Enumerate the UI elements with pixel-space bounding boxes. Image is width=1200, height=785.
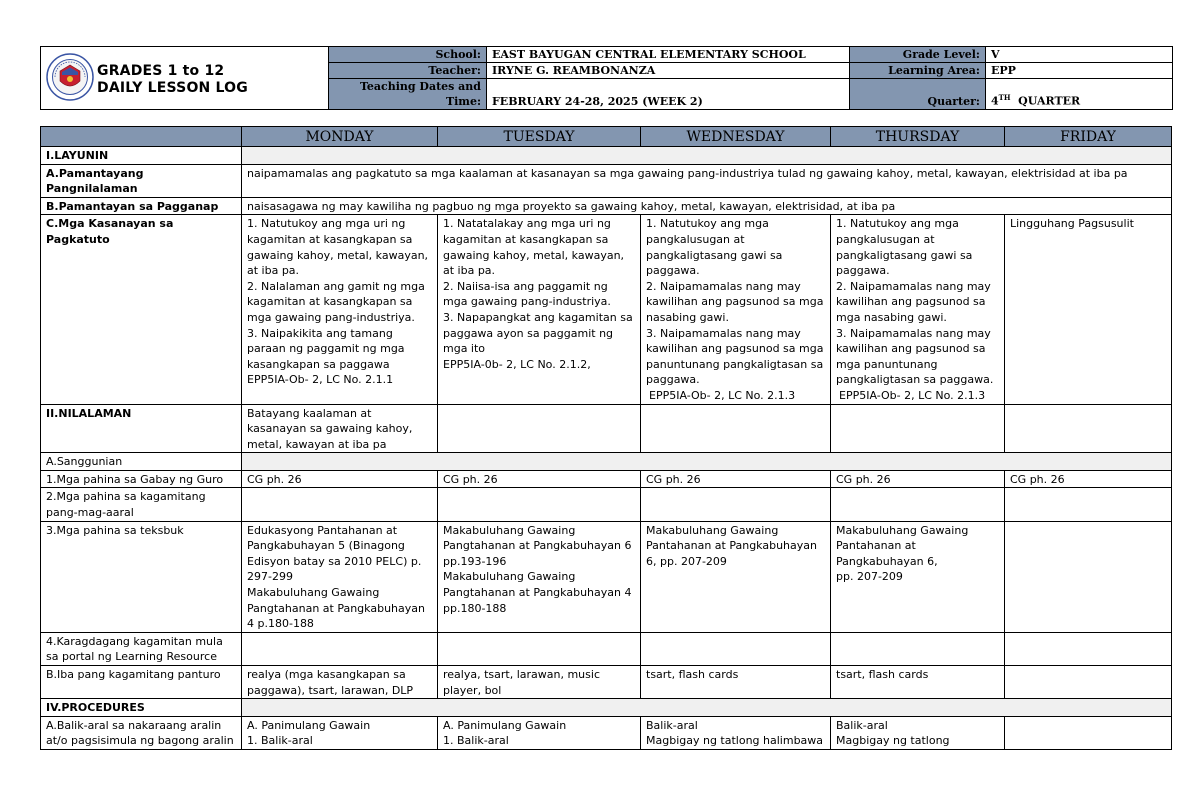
teksbuk-label: 3.Mga pahina sa teksbuk	[41, 521, 242, 632]
balik-item: A. Panimulang Gawain	[443, 718, 567, 732]
layunin-label: I.LAYUNIN	[41, 147, 242, 165]
gabay-monday: CG ph. 26	[242, 470, 438, 488]
empty-cell	[831, 404, 1005, 453]
area-value: EPP	[986, 63, 1173, 79]
nilalaman-row	[41, 404, 1172, 453]
day-friday: FRIDAY	[1005, 127, 1172, 147]
empty-cell	[242, 488, 438, 521]
empty-cell	[641, 632, 831, 665]
empty-cell	[831, 488, 1005, 521]
day-tuesday: TUESDAY	[438, 127, 641, 147]
karagdagang-row	[41, 632, 1172, 665]
balik-monday	[242, 716, 438, 749]
gabay-row	[41, 470, 1172, 488]
procedures-label: IV.PROCEDURES	[41, 699, 242, 717]
grade-label: Grade Level:	[850, 47, 986, 63]
nilalaman-label: II.NILALAMAN	[41, 404, 242, 453]
empty-cell	[438, 404, 641, 453]
gabay-label: 1.Mga pahina sa Gabay ng Guro	[41, 470, 242, 488]
day-thursday: THURSDAY	[831, 127, 1005, 147]
iba-wednesday: tsart, flash cards	[641, 666, 831, 699]
teksbuk-item: pp. 207-209	[836, 570, 903, 584]
iba-row	[41, 666, 1172, 699]
teksbuk-monday	[242, 521, 438, 632]
procedures-row	[41, 699, 1172, 717]
teacher-label: Teacher:	[329, 63, 487, 79]
balik-tuesday	[438, 716, 641, 749]
teksbuk-item: Makabuluhang Gawaing Pantahanan at Pangkabuhayan 6, pp. 207-209	[646, 523, 817, 568]
empty-cell	[641, 404, 831, 453]
balik-thursday	[831, 716, 1005, 749]
kasanayan-thursday	[831, 215, 1005, 404]
iba-monday: realya (mga kasangkapan sa paggawa), tsart, larawan, DLP	[242, 666, 438, 699]
quarter-suffix: TH	[998, 93, 1011, 103]
quarter-word: QUARTER	[1018, 95, 1081, 108]
kasanayan-item: 2. Naipamamalas nang may kawilihan ang pagsunod sa mga nasabing gawi.	[646, 279, 824, 324]
kasanayan-row	[41, 215, 1172, 404]
pamantayang-row	[41, 164, 1172, 197]
balik-label: A.Balik-aral sa nakaraang aralin at/o pagsisimula ng bagong aralin	[41, 716, 242, 749]
day-monday: MONDAY	[242, 127, 438, 147]
quarter-number: 4	[991, 95, 999, 108]
day-wednesday: WEDNESDAY	[641, 127, 831, 147]
area-label: Learning Area:	[850, 63, 986, 79]
kasanayan-tuesday	[438, 215, 641, 404]
pamantayang-value: naipamamalas ang pagkatuto sa mga kaalaman at kasanayan sa mga gawaing pang-industriya tulad ng gawaing kahoy, metal, kawayan, elektrisidad at iba pa	[242, 164, 1172, 197]
kagamitang-label: 2.Mga pahina sa kagamitang pang-mag-aaral	[41, 488, 242, 521]
kasanayan-item: EPP5IA-Ob- 2, LC No. 2.1.3	[649, 388, 796, 402]
teacher-value: IRYNE G. REAMBONANZA	[487, 63, 850, 79]
balik-item: Magbigay ng tatlong	[836, 734, 950, 748]
pagganap-value: naisasagawa ng may kawiliha ng pagbuo ng mga proyekto sa gawaing kahoy, metal, kawayan, elektrisidad, at iba pa	[242, 197, 1172, 215]
sanggunian-label: A.Sanggunian	[41, 453, 242, 471]
empty-cell	[1005, 404, 1172, 453]
sanggunian-row	[41, 453, 1172, 471]
logo-cell	[41, 47, 329, 110]
kasanayan-item: 1. Natatalakay ang mga uri ng kagamitan at kasangkapan sa gawaing kahoy, metal, kawayan, at iba pa.	[443, 217, 625, 278]
layunin-row	[41, 147, 1172, 165]
page-title-line2: DAILY LESSON LOG	[97, 80, 248, 96]
balik-wednesday	[641, 716, 831, 749]
gabay-thursday: CG ph. 26	[831, 470, 1005, 488]
school-value: EAST BAYUGAN CENTRAL ELEMENTARY SCHOOL	[487, 47, 850, 63]
corner-cell	[41, 127, 242, 147]
grade-value: V	[986, 47, 1173, 63]
kasanayan-item: 3. Naipamamalas nang may kawilihan ang pagsunod sa mga panuntunang pangkaligtasan sa paggawa.	[836, 326, 994, 387]
kasanayan-item: 3. Naipakikita ang tamang paraan ng paggamit ng mga kasangkapan sa paggawa EPP5IA-Ob- 2, LC No. 2.1.1	[247, 326, 405, 387]
school-label: School:	[329, 47, 487, 63]
kasanayan-wednesday	[641, 215, 831, 404]
balik-item: 1. Balik-aral	[247, 734, 313, 748]
layunin-fill	[242, 147, 1172, 165]
empty-cell	[1005, 632, 1172, 665]
kasanayan-item: 1. Natutukoy ang mga pangkalusugan at pangkaligtasang gawi sa paggawa.	[836, 217, 973, 278]
balik-item: A. Panimulang Gawain	[247, 718, 371, 732]
lesson-log-table	[40, 126, 1172, 750]
balik-item: Balik-aral	[646, 718, 698, 732]
balik-row	[41, 716, 1172, 749]
kasanayan-friday: Lingguhang Pagsusulit	[1005, 215, 1172, 404]
teksbuk-item: Makabuluhang Gawaing Pangtahanan at Pangkabuhayan 4 p.180-188	[247, 586, 425, 631]
empty-cell	[438, 632, 641, 665]
gabay-tuesday: CG ph. 26	[438, 470, 641, 488]
day-header-row	[41, 127, 1172, 147]
balik-item: Balik-aral	[836, 718, 888, 732]
header-table	[40, 46, 1173, 110]
teksbuk-row	[41, 521, 1172, 632]
pagganap-label: B.Pamantayan sa Pagganap	[41, 197, 242, 215]
kasanayan-item: EPP5IA-Ob- 2, LC No. 2.1.3	[839, 388, 986, 402]
quarter-label: Quarter:	[850, 79, 986, 110]
kasanayan-item: 3. Naipamamalas nang may kawilihan ang pagsunod sa mga panuntunang pangkaligtasan sa paggawa.	[646, 326, 824, 387]
balik-item: Magbigay ng tatlong halimbawa	[646, 734, 824, 748]
karagdagang-label: 4.Karagdagang kagamitan mula sa portal ng Learning Resource	[41, 632, 242, 665]
kasanayan-item: 2. Naiisa-isa ang paggamit ng mga gawaing pang-industriya.	[443, 279, 611, 309]
iba-tuesday: realya, tsart, larawan, music player, bol	[438, 666, 641, 699]
kagamitang-row	[41, 488, 1172, 521]
page-title-line1: GRADES 1 to 12	[97, 63, 225, 79]
teksbuk-item: Makabuluhang Gawaing Pangtahanan at Pangkabuhayan 6 pp.193-196	[443, 523, 632, 568]
iba-thursday: tsart, flash cards	[831, 666, 1005, 699]
gabay-friday: CG ph. 26	[1005, 470, 1172, 488]
empty-cell	[438, 488, 641, 521]
kasanayan-item: EPP5IA-0b- 2, LC No. 2.1.2,	[443, 357, 591, 371]
kasanayan-monday	[242, 215, 438, 404]
empty-cell	[641, 488, 831, 521]
deped-seal-icon	[46, 53, 94, 101]
dates-value: FEBRUARY 24-28, 2025 (WEEK 2)	[487, 79, 850, 110]
pamantayang-label: A.Pamantayang Pangnilalaman	[41, 164, 242, 197]
iba-label: B.Iba pang kagamitang panturo	[41, 666, 242, 699]
empty-cell	[1005, 488, 1172, 521]
kasanayan-item: 2. Nalalaman ang gamit ng mga kagamitan at kasangkapan sa mga gawaing pang-industriya.	[247, 279, 425, 324]
teksbuk-tuesday	[438, 521, 641, 632]
teksbuk-thursday	[831, 521, 1005, 632]
gabay-wednesday: CG ph. 26	[641, 470, 831, 488]
empty-cell	[1005, 716, 1172, 749]
kasanayan-item: 2. Naipamamalas nang may kawilihan ang pagsunod sa mga nasabing gawi.	[836, 279, 991, 324]
teksbuk-wednesday	[641, 521, 831, 632]
sanggunian-fill	[242, 453, 1172, 471]
empty-cell	[1005, 666, 1172, 699]
kasanayan-item: 1. Natutukoy ang mga uri ng kagamitan at kasangkapan sa gawaing kahoy, metal, kawayan, at iba pa.	[247, 217, 429, 278]
teksbuk-item: Makabuluhang Gawaing Pantahanan at Pangkabuhayan 6,	[836, 523, 969, 568]
empty-cell	[242, 632, 438, 665]
kasanayan-label: C.Mga Kasanayan sa Pagkatuto	[41, 215, 242, 404]
kasanayan-item: 3. Napapangkat ang kagamitan sa paggawa ayon sa paggamit ng mga ito	[443, 310, 633, 356]
teksbuk-item: Edukasyong Pantahanan at Pangkabuhayan 5 (Binagong Edisyon batay sa 2010 PELC) p. 297-299	[247, 523, 422, 584]
procedures-fill	[242, 699, 1172, 717]
empty-cell	[831, 632, 1005, 665]
empty-cell	[1005, 521, 1172, 632]
balik-item: 1. Balik-aral	[443, 734, 509, 748]
kasanayan-item: 1. Natutukoy ang mga pangkalusugan at pangkaligtasang gawi sa paggawa.	[646, 217, 783, 278]
pagganap-row	[41, 197, 1172, 215]
quarter-value	[986, 79, 1173, 110]
dates-label: Teaching Dates and Time:	[329, 79, 487, 110]
teksbuk-item: Makabuluhang Gawaing Pangtahanan at Pangkabuhayan 4 pp.180-188	[443, 570, 632, 615]
nilalaman-monday: Batayang kaalaman at kasanayan sa gawaing kahoy, metal, kawayan at iba pa	[242, 404, 438, 453]
